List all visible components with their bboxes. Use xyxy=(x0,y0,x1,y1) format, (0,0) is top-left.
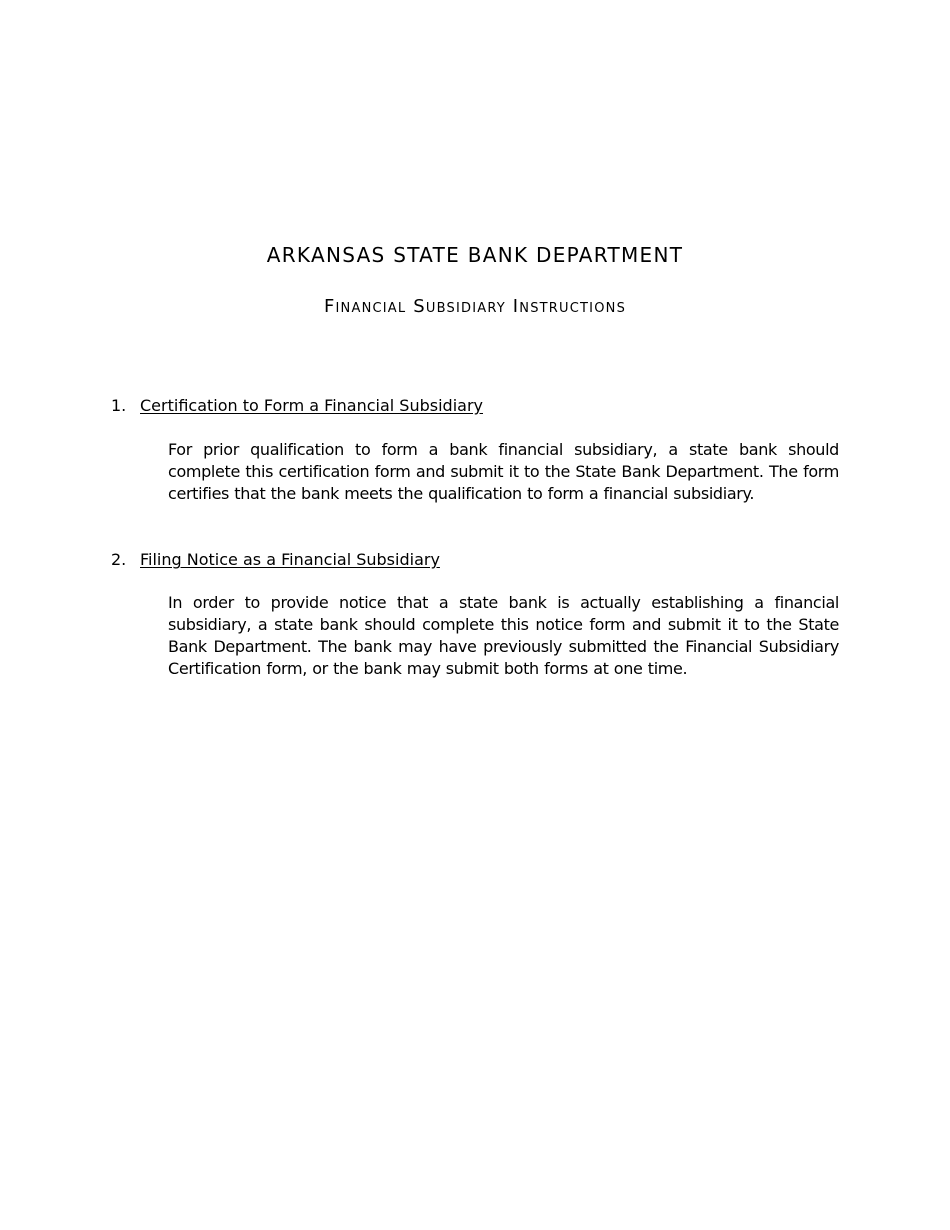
section-2-number: 2. xyxy=(111,550,127,569)
section-2-body: In order to provide notice that a state bank is actually establishing a financial subsidiary, a state bank should complete this notice form and submit it to the State Bank Department. The bank may have previously submitted the Financial Subsidiary Certification form, or the bank may submit both forms at one time. xyxy=(168,593,839,678)
section-1-body: For prior qualification to form a bank financial subsidiary, a state bank should complete this certification form and submit it to the State Bank Department. The form certifies that the bank meets the qualification to form a financial subsidiary. xyxy=(168,440,839,503)
section-2-heading: Filing Notice as a Financial Subsidiary xyxy=(140,550,440,569)
section-1-number: 1. xyxy=(111,396,127,415)
section-1-heading: Certification to Form a Financial Subsidiary xyxy=(140,396,483,415)
page-subtitle: Financial Subsidiary Instructions xyxy=(323,296,627,317)
page-title: ARKANSAS STATE BANK DEPARTMENT xyxy=(266,243,684,267)
